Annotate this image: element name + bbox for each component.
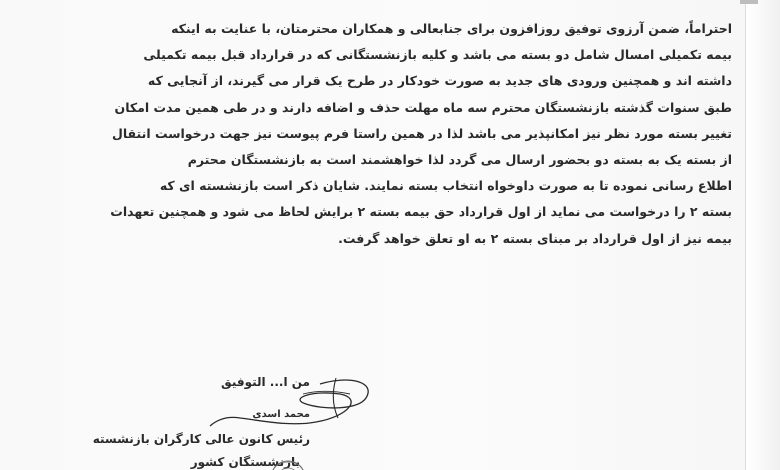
letter-line: تغییر بسته مورد نظر نیز امکانپذیر می باشد لذا در همین راستا فرم پیوست نیز جهت درخواست انتقال: [112, 125, 732, 141]
letter-line: احتراماً، ضمن آرزوی توفیق روزافزون برای جنابعالی و همکاران محترمتان، با عنایت به اینکه: [171, 21, 732, 36]
page-edge-fold: [745, 0, 780, 470]
scan-mark: [740, 0, 758, 4]
letter-line: از بسته یک به بسته دو بحضور ارسال می گردد لذا خواهشمند است به بازنشستگان محترم: [187, 151, 732, 167]
letter-line: بیمه نیز از اول قرارداد بر مبنای بسته ۲ به او تعلق خواهد گرفت.: [338, 230, 732, 246]
signer-title-continuation: بازنشستگان کشور: [190, 455, 300, 469]
signer-title: رئیس کانون عالی کارگران بازنشسته: [92, 432, 310, 446]
signer-name: محمد اسدی: [252, 409, 310, 420]
closing-phrase: من ا... التوفیق: [221, 375, 310, 389]
stamp-seal: [258, 448, 318, 470]
letter-line: اطلاع رسانی نموده تا به صورت داوخواه انتخاب بسته نمایند. شایان ذکر است بازنشسته ای که: [159, 178, 732, 194]
letter-line: طبق سنوات گذشته بازنشستگان محترم سه ماه مهلت حذف و اضافه دارند و در طی همین مدت امکان: [114, 99, 732, 115]
letter-line: بیمه تکمیلی امسال شامل دو بسته می باشد و کلیه بازنشستگانی که در قرارداد قبل بیمه تکمیلی: [143, 47, 732, 63]
letter-line: بسته ۲ را درخواست می نماید از اول قرارداد حق بیمه بسته ۲ برایش لحاظ می شود و همچنین تعهدات: [110, 204, 732, 220]
letter-line: داشته اند و همچنین ورودی های جدید به صورت خودکار در طرح یک قرار می گیرند، از آنجایی که: [147, 73, 732, 89]
letter-body: [70, 16, 732, 252]
